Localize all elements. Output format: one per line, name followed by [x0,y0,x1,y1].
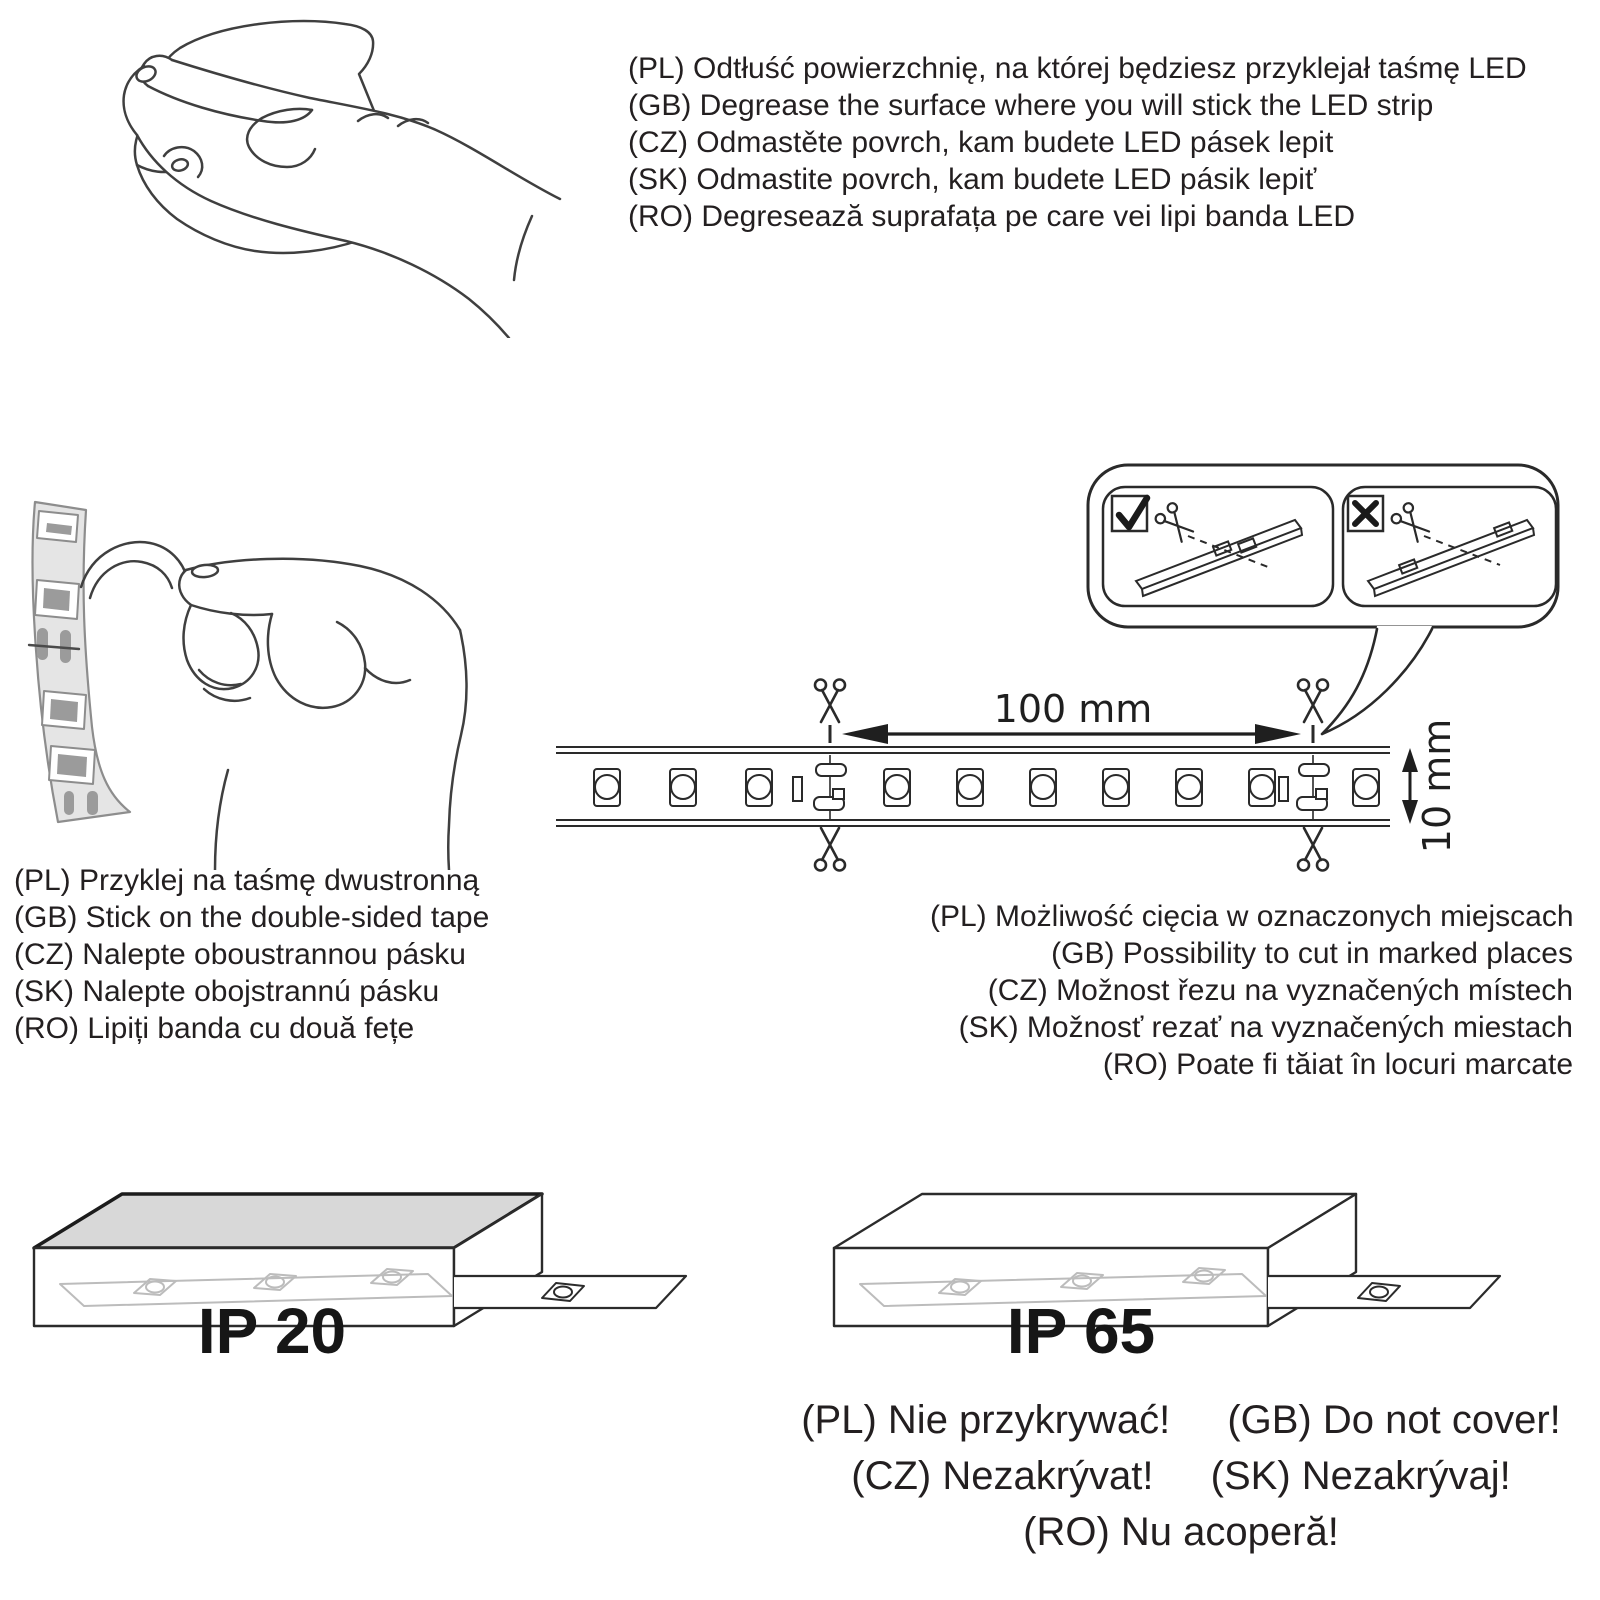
ip20-label: IP 20 [197,1295,347,1367]
led-chip [1176,769,1202,806]
led-strip-roll [29,502,130,822]
length-label: 100 mm [993,687,1153,731]
led-chip [1030,769,1056,806]
instruction-line: (RO) Poate fi tăiat în locuri marcate [1102,1048,1573,1081]
instruction-line: (RO) Degresează suprafața pe care vei lipi banda LED [628,200,1356,233]
solder-pad [64,791,74,815]
instruction-line: (CZ) Odmastěte povrch, kam budete LED pásek lepit [628,126,1334,159]
instruction-line: (RO) Lipiți banda cu două fețe [14,1012,415,1045]
do-not-cover-text [760,1392,1600,1560]
instruction-line: (GB) Degrease the surface where you will stick the LED strip [628,89,1434,122]
led-chip [884,769,910,806]
led-chip [957,769,983,806]
do-not-cover-label: (SK) Nezakrývaj! [1210,1454,1511,1498]
solder-pad [1316,789,1327,799]
cutting-diagram [540,445,1580,885]
tape-instructions [14,862,489,1047]
instruction-line: (SK) Nalepte obojstrannú pásku [14,975,440,1008]
solder-pad [1299,764,1329,776]
peeled-backing [81,542,187,598]
profile-box-top [834,1194,1356,1248]
instruction-line: (PL) Odtłuść powierzchnię, na której będziesz przyklejał taśmę LED [628,52,1527,85]
led-chip [670,769,696,806]
do-not-cover-label: (GB) Do not cover! [1227,1398,1561,1442]
instruction-line: (CZ) Možnost řezu na vyznačených místech [987,974,1573,1007]
hand [179,559,470,870]
wrong-cut-panel [1343,487,1556,606]
scissors-icon [815,680,845,723]
cut-point [1297,680,1329,871]
instruction-line: (PL) Możliwość cięcia w oznaczonych miejscach [930,900,1574,933]
degrease-instructions [628,50,1527,235]
do-not-cover-label: (PL) Nie przykrywać! [801,1398,1171,1442]
solder-pad [87,791,98,815]
strip-outside [1268,1276,1500,1308]
correct-cut-panel [1103,487,1333,606]
resistor [793,777,802,801]
resistor [1279,777,1288,801]
speech-bubble [1088,465,1558,734]
led-chip [1249,769,1275,806]
do-not-cover-row [760,1392,1600,1448]
strip-outside [454,1276,686,1308]
instruction-line: (SK) Možnosť rezať na vyznačených miestach [958,1011,1573,1044]
led-chip [1353,769,1379,806]
do-not-cover-row [760,1448,1600,1504]
instruction-line: (GB) Possibility to cut in marked places [1051,937,1573,970]
instruction-line: (PL) Przyklej na taśmę dwustronną [14,864,480,897]
do-not-cover-row [760,1504,1600,1560]
instruction-line: (SK) Odmastite povrch, kam budete LED pásik lepiť [628,163,1317,196]
apply-tape-illustration [0,430,470,870]
solder-pad [816,764,846,776]
degrease-illustration [60,8,570,338]
instruction-line: (GB) Stick on the double-sided tape [14,901,490,934]
instruction-line: (CZ) Nalepte oboustrannou pásku [14,938,466,971]
width-label: 10 mm [1415,718,1459,854]
solder-pad [37,628,48,660]
cutting-instructions [930,898,1573,1083]
cut-point [814,680,846,871]
led-chip [594,769,620,806]
led-chip [1103,769,1129,806]
solder-pad [833,789,844,799]
scissors-icon [1298,680,1328,723]
led-chip [746,769,772,806]
do-not-cover-label: (CZ) Nezakrývat! [851,1454,1154,1498]
ip65-label: IP 65 [1006,1295,1156,1367]
scissors-icon [815,828,845,871]
led-chips [594,769,1379,806]
do-not-cover-label: (RO) Nu acoperă! [1023,1510,1339,1554]
scissors-icon [1298,828,1328,871]
